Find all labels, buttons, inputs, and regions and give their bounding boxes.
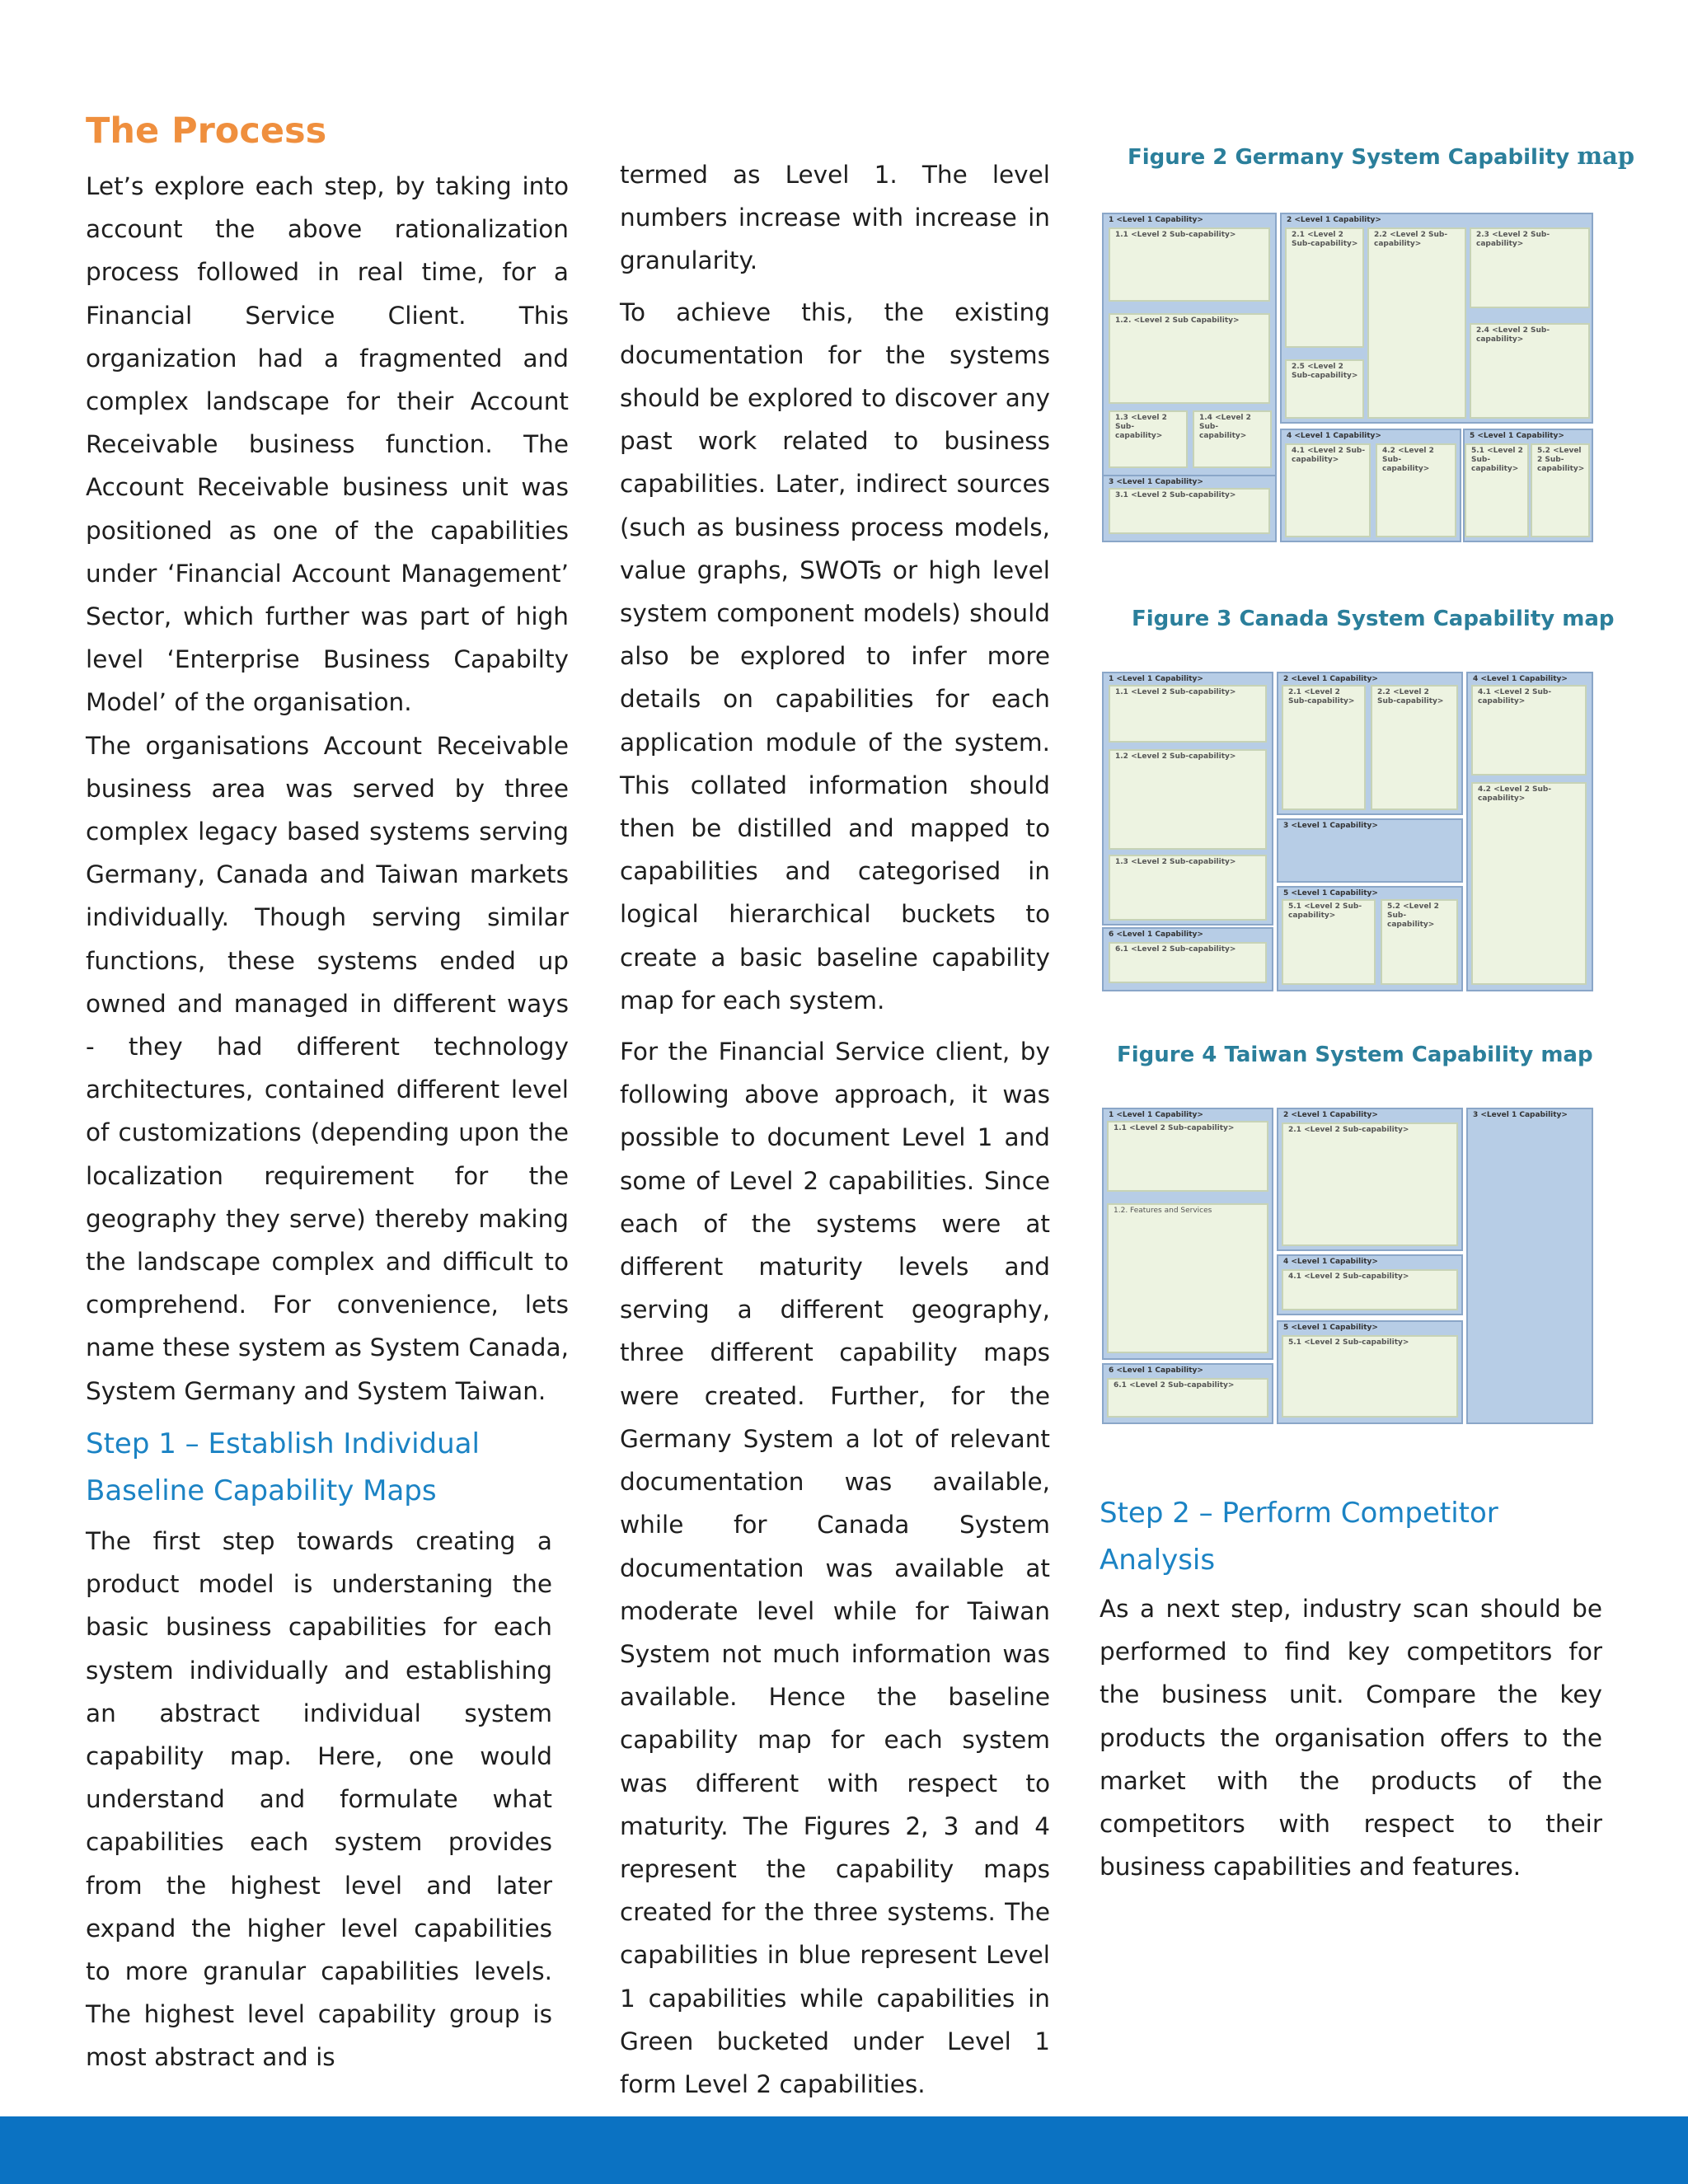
level2-capability xyxy=(1371,685,1458,810)
level2-label: 5.1 <Level 2 Sub- capability> xyxy=(1288,902,1362,920)
level2-capability xyxy=(1109,942,1267,983)
level1-label: 2 <Level 1 Capability> xyxy=(1287,216,1381,224)
level2-capability xyxy=(1109,488,1270,534)
paragraph: As a next step, industry scan should be performed to find key competitors for the business unit. Compare the key products the organisation offers to the market with the products of the competitors with respect to their business capabilities and features. xyxy=(1100,1595,1602,1882)
level2-capability xyxy=(1367,227,1466,419)
level2-label: 4.1 <Level 2 Sub-capability> xyxy=(1288,1272,1409,1281)
level2-label: 5.2 <Level 2 Sub- capability> xyxy=(1537,447,1585,473)
level1-label: 4 <Level 1 Capability> xyxy=(1283,1258,1378,1266)
page-title: The Process xyxy=(86,110,327,152)
level2-capability xyxy=(1107,1203,1268,1353)
paragraph: termed as Level 1. The level numbers increase with increase in granularity. xyxy=(620,161,1050,275)
level1-label: 2 <Level 1 Capability> xyxy=(1283,1111,1378,1119)
level2-label: 3.1 <Level 2 Sub-capability> xyxy=(1115,491,1236,499)
level1-label: 4 <Level 1 Capability> xyxy=(1287,432,1381,440)
level2-capability xyxy=(1193,410,1272,468)
column-1 xyxy=(86,165,569,2079)
level2-capability xyxy=(1109,227,1270,302)
level1-label: 6 <Level 1 Capability> xyxy=(1109,1366,1203,1375)
level2-label: 2.5 <Level 2 Sub-capability> xyxy=(1292,363,1358,380)
level2-label: 2.1 <Level 2 Sub-capability> xyxy=(1288,688,1355,705)
figure-4-taiwan-capability-map xyxy=(1102,1108,1593,1424)
level1-label: 3 <Level 1 Capability> xyxy=(1283,822,1378,830)
level2-label: 1.2 <Level 2 Sub-capability> xyxy=(1115,752,1236,761)
figure-2-germany-capability-map xyxy=(1102,213,1593,542)
figure-3-caption: Figure 3 Canada System Capability map xyxy=(1132,607,1615,631)
figure-2-caption xyxy=(1128,142,1634,170)
level2-capability xyxy=(1282,1122,1458,1246)
level2-capability xyxy=(1109,410,1188,468)
column-2 xyxy=(620,153,1050,2106)
level2-label: 2.2 <Level 2 Sub-capability> xyxy=(1374,231,1448,248)
level2-capability xyxy=(1471,782,1587,985)
footer-bar xyxy=(0,2116,1688,2184)
level1-label: 1 <Level 1 Capability> xyxy=(1109,1111,1203,1119)
level2-capability xyxy=(1376,443,1456,537)
level2-label: 1.1 <Level 2 Sub-capability> xyxy=(1115,231,1236,239)
level2-capability xyxy=(1471,685,1587,776)
level1-label: 6 <Level 1 Capability> xyxy=(1109,930,1203,939)
level2-label: 2.2 <Level 2 Sub-capability> xyxy=(1377,688,1444,705)
level2-label: 1.1 <Level 2 Sub-capability> xyxy=(1115,688,1236,696)
level2-label: 4.2 <Level 2 Sub- capability> xyxy=(1382,447,1434,473)
level1-capability xyxy=(1277,818,1463,883)
level1-label: 5 <Level 1 Capability> xyxy=(1470,432,1564,440)
level2-label: 6.1 <Level 2 Sub-capability> xyxy=(1114,1381,1235,1390)
level2-capability xyxy=(1282,899,1376,985)
level2-label: 4.2 <Level 2 Sub-capability> xyxy=(1478,785,1552,803)
level2-capability xyxy=(1285,443,1371,537)
level1-label: 3 <Level 1 Capability> xyxy=(1473,1111,1568,1119)
paragraph: The organisations Account Receivable business area was served by three complex legacy based systems serving Germany, Canada and Taiwan markets individually. Though serving similar functions, these systems ended up owned and managed in different ways - they had different technology architectures, contained different level of customizations (depending upon the localization requirement for the geography they serve) thereby making the landscape complex and difficult to comprehend. For convenience, lets name these system as System Canada, System Germany and System Taiwan. xyxy=(86,731,569,1405)
paragraph: Let’s explore each step, by taking into account the above rationalization process followed in real time, for a Financial Service Client. This organization had a fragmented and complex landscape for their Account Receivable business function. The Account Receivable business unit was positioned as one of the capabilities under ‘Financial Account Management’ Sector, which further was part of high level ‘Enterprise Business Capabilty Model’ of the organisation. xyxy=(86,172,569,717)
level2-label: 5.1 <Level 2 Sub- capability> xyxy=(1471,447,1523,473)
level2-label: 5.2 <Level 2 Sub- capability> xyxy=(1387,902,1439,929)
level1-label: 5 <Level 1 Capability> xyxy=(1283,1324,1378,1332)
level2-label: 4.1 <Level 2 Sub-capability> xyxy=(1478,688,1552,705)
level1-label: 4 <Level 1 Capability> xyxy=(1473,675,1568,683)
level2-label: 1.4 <Level 2 Sub- capability> xyxy=(1199,414,1251,440)
level2-capability xyxy=(1285,359,1364,419)
level2-label: 2.3 <Level 2 Sub-capability> xyxy=(1476,231,1550,248)
level2-label: 1.3 <Level 2 Sub-capability> xyxy=(1115,858,1236,866)
figure-4-caption: Figure 4 Taiwan System Capability map xyxy=(1117,1043,1593,1067)
level2-capability xyxy=(1381,899,1458,985)
level2-capability xyxy=(1109,685,1267,743)
level2-capability xyxy=(1109,313,1270,404)
level2-capability xyxy=(1109,749,1267,850)
paragraph: The first step towards creating a product model is understaning the basic business capabilities for each system individually and establishing an abstract individual system capability map. Here, one would understand and formulate what capabilities each system provides from the highest level and later expand the higher level capabilities to more granular capabilities levels. The highest level capability group is most abstract and is xyxy=(86,1526,552,2072)
figure-2-caption-text: Figure 2 Germany System Capability xyxy=(1128,145,1570,170)
level1-label: 2 <Level 1 Capability> xyxy=(1283,675,1378,683)
paragraph: For the Financial Service client, by following above approach, it was possible to document Level 1 and some of Level 2 capabilities. Since each of the systems were at different maturity levels and serving a different geography, three different capability maps were created. Further, for the Germany System a lot of relevant documentation was available, while for Canada System documentation was available at moderate level while for Taiwan System not much information was available. Hence the baseline capability map for each system was different with respect to maturity. The Figures 2, 3 and 4 represent the capability maps created for the three systems. The capabilities in blue represent Level 1 capabilities while capabilities in Green bucketed under Level 1 form Level 2 capabilities. xyxy=(620,1038,1050,2098)
level1-capability xyxy=(1466,1108,1593,1424)
level2-capability xyxy=(1285,227,1364,348)
level2-label: 1.1 <Level 2 Sub-capability> xyxy=(1114,1124,1235,1132)
level2-label: 4.1 <Level 2 Sub- capability> xyxy=(1292,447,1366,464)
level2-capability xyxy=(1107,1378,1268,1418)
level2-capability xyxy=(1282,1269,1458,1310)
figure-2-caption-end: map xyxy=(1577,142,1635,170)
level2-label: 2.4 <Level 2 Sub-capability> xyxy=(1476,326,1550,344)
level1-label: 1 <Level 1 Capability> xyxy=(1109,675,1203,683)
level1-label: 3 <Level 1 Capability> xyxy=(1109,478,1203,486)
level2-label: 6.1 <Level 2 Sub-capability> xyxy=(1115,945,1236,954)
level1-label: 5 <Level 1 Capability> xyxy=(1283,889,1378,898)
level2-capability xyxy=(1282,685,1366,810)
level2-capability xyxy=(1470,323,1590,419)
level2-label: 2.1 <Level 2 Sub-capability> xyxy=(1288,1126,1409,1134)
level2-label: 1.2. Features and Services xyxy=(1114,1207,1212,1215)
figure-3-canada-capability-map xyxy=(1102,672,1593,991)
step-1-heading: Step 1 – Establish Individual Baseline Capability Maps xyxy=(86,1427,480,1507)
level2-capability xyxy=(1531,443,1590,537)
level2-capability xyxy=(1470,227,1590,308)
column-3-text xyxy=(1100,1490,1602,1888)
level2-capability xyxy=(1465,443,1529,537)
level2-capability xyxy=(1107,1121,1268,1192)
level2-label: 1.3 <Level 2 Sub- capability> xyxy=(1115,414,1167,440)
level2-capability xyxy=(1109,855,1267,921)
level2-label: 5.1 <Level 2 Sub-capability> xyxy=(1288,1338,1409,1347)
paragraph: To achieve this, the existing documentation for the systems should be explored to discover any past work related to business capabilities. Later, indirect sources (such as business process models, value graphs, SWOTs or high level system component models) should also be explored to infer more details on capabilities for each application module of the system. This collated information should then be distilled and mapped to capabilities and categorised in logical hierarchical buckets to create a basic baseline capability map for each system. xyxy=(620,298,1050,1015)
level2-label: 1.2. <Level 2 Sub Capability> xyxy=(1115,316,1240,325)
level1-label: 1 <Level 1 Capability> xyxy=(1109,216,1203,224)
level2-capability xyxy=(1282,1335,1458,1418)
level2-label: 2.1 <Level 2 Sub-capability> xyxy=(1292,231,1358,248)
step-2-heading: Step 2 – Perform Competitor Analysis xyxy=(1100,1497,1498,1577)
